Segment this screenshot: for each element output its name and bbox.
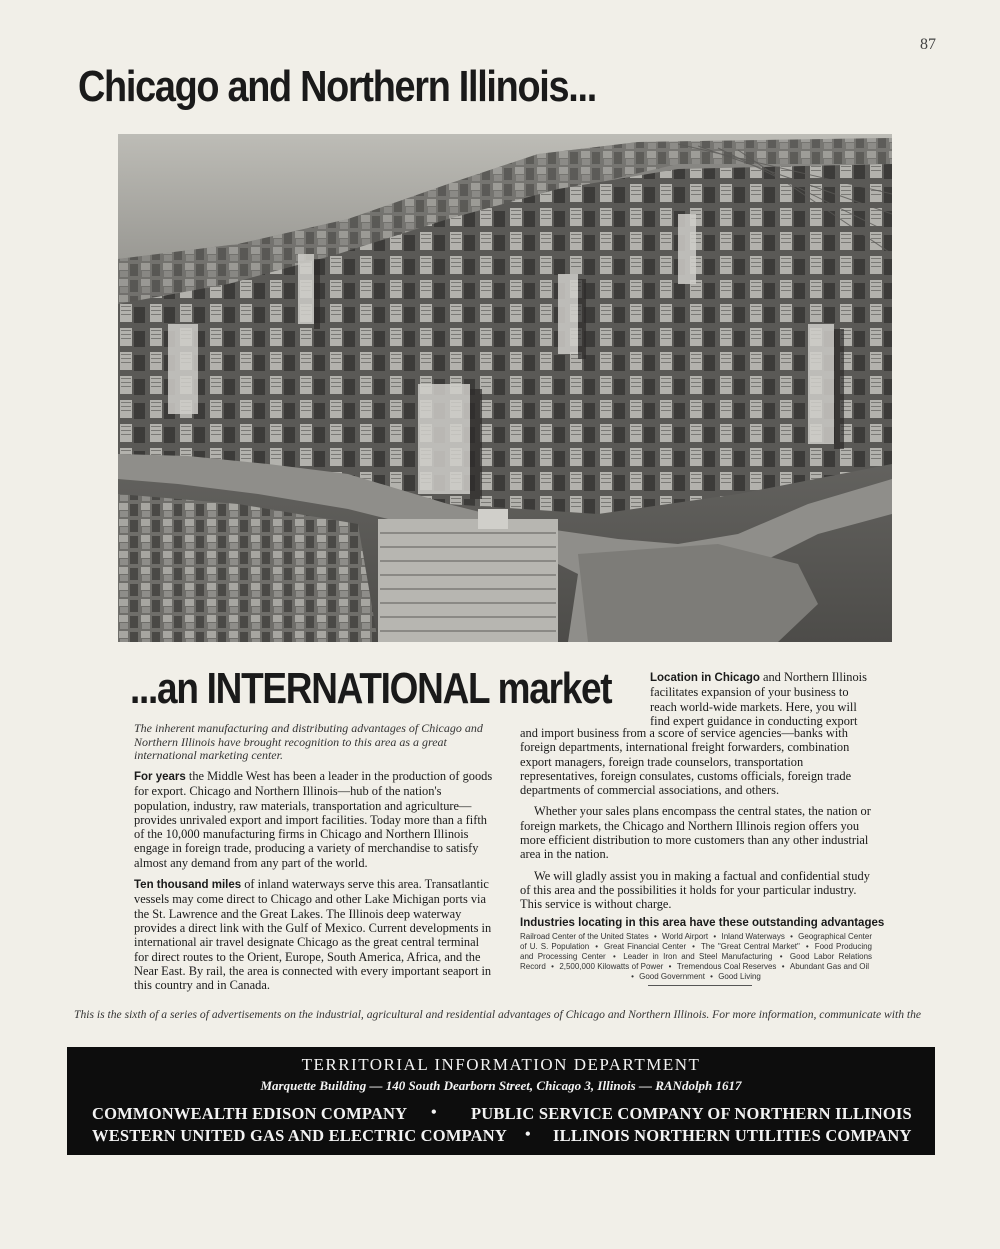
separator-dot: • — [525, 1126, 531, 1143]
paragraph-continued: and import business from a score of service agencies—banks with foreign departments, international freight forwarders, combination export managers, foreign trade counselors, transportation representatives, foreign consulates, customs officials, foreign trade departments of commercial associations, and others. — [520, 726, 852, 798]
separator-dot: • — [711, 932, 719, 941]
footer-department: TERRITORIAL INFORMATION DEPARTMENT — [301, 1055, 701, 1074]
paragraph-text: of inland waterways serve this area. Transatlantic vessels may come direct to Chicago and other Lake Michigan ports via the St. Lawrence and the Great Lakes. The Illinois deep waterway provides a direct link with the Gulf of Mexico. Current developments in international air travel designate Chicago as the great central terminal for direct routes to the Orient, Europe, South America, Africa, and the Near East. By rail, the area is connected with every important seaport in this country and in Canada. — [134, 877, 492, 993]
separator-dot: • — [666, 962, 674, 971]
series-note: This is the sixth of a series of advertisements on the industrial, agricultural and residential advantages of Chicago and Northern Illinois. For more information, communicate with the — [74, 1008, 922, 1021]
company-name: ILLINOIS NORTHERN UTILITIES COMPANY — [553, 1126, 912, 1145]
advantage-item: Good Labor Relations Record — [520, 952, 873, 971]
advantage-item: Abundant Gas and Oil — [789, 962, 870, 971]
advantage-item: Leader in Iron and Steel Manufacturing — [623, 952, 773, 961]
footer-address: Marquette Building — 140 South Dearborn Street, Chicago 3, Illinois — RANdolph 1617 — [260, 1078, 742, 1093]
right-column — [520, 726, 872, 919]
advantage-item: 2,500,000 Kilowatts of Power — [559, 962, 664, 971]
location-text: and Northern Illinois facilitates expansion of your business to reach world-wide markets. Here, you will find expert guidance in conducting export — [650, 670, 867, 728]
company-name: WESTERN UNITED GAS AND ELECTRIC COMPANY — [92, 1126, 508, 1145]
separator-dot: • — [707, 972, 716, 981]
left-column — [134, 769, 494, 999]
company-name: PUBLIC SERVICE COMPANY OF NORTHERN ILLINOIS — [471, 1104, 912, 1123]
footer-banner — [67, 1047, 935, 1155]
advantage-item: Tremendous Coal Reserves — [676, 962, 777, 971]
company-name: COMMONWEALTH EDISON COMPANY — [92, 1104, 408, 1123]
advantage-item: Food Producing and Processing Center — [520, 942, 873, 961]
advantage-item: The "Great Central Market" — [701, 942, 800, 951]
separator-dot: • — [787, 932, 796, 941]
advantage-item: Geographical Center of U. S. Population — [520, 932, 873, 951]
advantage-item: Good Living — [718, 972, 761, 981]
separator-dot: • — [631, 972, 637, 981]
separator-dot: • — [548, 962, 557, 971]
separator-dot: • — [802, 942, 812, 951]
headline: Chicago and Northern Illinois... — [78, 62, 596, 111]
separator-dot: • — [431, 1104, 437, 1121]
page-number: 87 — [920, 36, 936, 53]
paragraph-text: the Middle West has been a leader in the production of goods for export. Chicago and Northern Illinois—hub of the nation's population, industry, raw materials, transportation and agriculture—provides unrivaled export and import facilities. Today more than a fifth of the 10,000 manufacturing firms in Chicago and Northern Illinois engage in foreign trade, producing a variety of merchandise to satisfy almost any demand from any part of the world. — [134, 769, 493, 870]
intro-text: The inherent manufacturing and distributing advantages of Chicago and Northern Illinois have brought recognition to this area as a great international marketing center. — [134, 721, 483, 762]
paragraph: Whether your sales plans encompass the central states, the nation or foreign markets, the Chicago and Northern Illinois region offers you more efficient distribution to more customers than any other industrial area in the nation. — [520, 804, 871, 862]
separator-dot: • — [592, 942, 602, 951]
paragraph — [134, 769, 494, 870]
separator-dot: • — [775, 952, 787, 961]
divider — [648, 985, 752, 986]
advantages-list — [520, 932, 872, 982]
separator-dot: • — [689, 942, 699, 951]
advantage-item: Railroad Center of the United States — [520, 932, 649, 941]
paragraph: We will gladly assist you in making a factual and confidential study of this area and the possibilities it holds for your particular industry. This service is without charge. — [520, 868, 870, 912]
advantage-item: Great Financial Center — [604, 942, 687, 951]
paragraph-lead: Ten thousand miles — [134, 879, 242, 892]
paragraph — [134, 877, 494, 992]
advantage-item: Inland Waterways — [721, 932, 785, 941]
advantage-item: World Airport — [662, 932, 709, 941]
subheadline: ...an INTERNATIONAL market — [130, 664, 612, 713]
advantage-item: Good Government — [639, 972, 705, 981]
separator-dot: • — [608, 952, 621, 961]
separator-dot: • — [651, 932, 660, 941]
advantages-title: Industries locating in this area have these outstanding advantages — [520, 917, 885, 929]
aerial-city-photo — [118, 134, 892, 642]
separator-dot: • — [779, 962, 787, 971]
location-lead: Location in Chicago — [650, 672, 760, 684]
paragraph-lead: For years — [134, 771, 186, 783]
